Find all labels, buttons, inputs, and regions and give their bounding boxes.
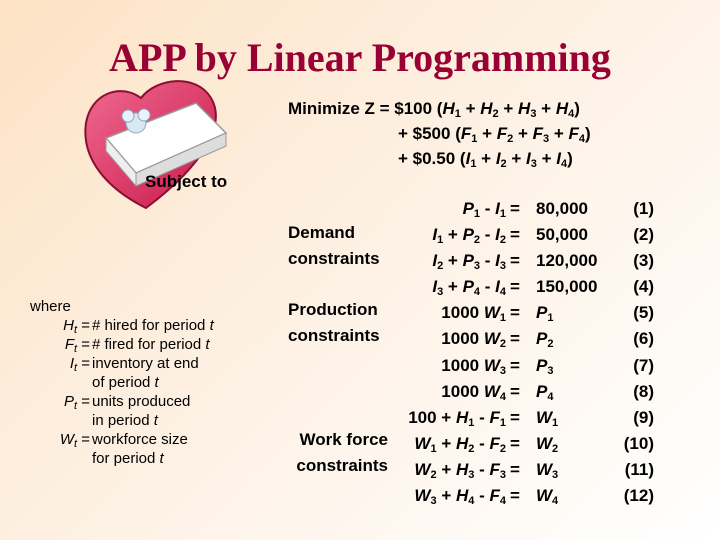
legend-row: in period t xyxy=(92,412,158,429)
constraint-lhs: 1000 $W_3$ xyxy=(441,355,506,377)
constraint-lhs: $I_1 + P_2 - I_2$ xyxy=(432,225,506,247)
constraint-rhs: = $P_1$ xyxy=(510,303,554,325)
constraint-number: (7) xyxy=(633,355,654,375)
constraint-lhs: $W_1 + H_2 - F_2$ xyxy=(414,433,506,455)
subject-to-label: Subject to xyxy=(145,172,228,191)
constraint-rhs: = 80,000 xyxy=(510,199,588,218)
constraint-number: (2) xyxy=(633,225,654,245)
constraints-rhs xyxy=(510,196,610,509)
constraint-number: (1) xyxy=(633,199,654,218)
constraint-rhs: = $P_3$ xyxy=(510,355,554,377)
legend-row: for period t xyxy=(92,450,164,467)
constraint-rhs: = 120,000 xyxy=(510,251,598,271)
constraint-number: (11) xyxy=(624,459,654,479)
constraint-number: (6) xyxy=(633,329,654,349)
constraint-lhs: $I_2 + P_3 - I_3$ xyxy=(432,251,506,273)
constraints-lhs xyxy=(390,196,506,509)
constraint-number: (3) xyxy=(633,251,654,271)
page-title: APP by Linear Programming xyxy=(109,35,611,80)
constraint-number: (12) xyxy=(623,486,654,506)
constraint-lhs: 1000 $W_4$ xyxy=(441,381,506,403)
constraint-rhs: = 50,000 xyxy=(510,225,588,245)
constraint-rhs: = $W_3$ xyxy=(510,459,559,481)
constraint-lhs: 1000 $W_2$ xyxy=(441,329,506,351)
constraint-number: (5) xyxy=(633,303,654,323)
constraint-number: (8) xyxy=(633,381,654,401)
constraint-rhs: = 150,000 xyxy=(510,277,598,297)
constraint-rhs: = $P_4$ xyxy=(510,381,554,403)
constraint-lhs: $I_3 + P_4 - I_4$ xyxy=(432,277,506,299)
constraint-lhs: $100 + H_1 - F_1$ xyxy=(408,407,506,429)
legend-row: $H_t$ = # hired for period t xyxy=(63,317,214,336)
constraint-number: (4) xyxy=(633,277,654,297)
constraint-lhs: 1000 $W_1$ xyxy=(441,303,506,325)
legend-row: $W_t$ = workforce size xyxy=(59,431,188,450)
constraint-lhs: $W_3 + H_4 - F_4$ xyxy=(414,486,506,508)
objective-line-2: + $500 $(F_1 + F_2 + F_3 + F_4)$ xyxy=(398,124,591,145)
legend-row: $F_t$ = # fired for period t xyxy=(64,336,210,355)
group-label-workforce: Work force constraints xyxy=(296,430,388,475)
objective-function xyxy=(288,96,591,171)
legend-row: $I_t$ = inventory at end xyxy=(69,355,199,374)
constraint-rhs: = $W_4$ xyxy=(510,486,559,508)
objective-line-3: + $0.50 $(I_1 + I_2 + I_3 + I_4)$ xyxy=(398,149,573,170)
group-label-demand: Demand constraints xyxy=(288,223,380,268)
constraint-rhs: = $W_1$ xyxy=(510,407,559,429)
heart-gift-box-illustration xyxy=(76,78,256,218)
constraints-numbers xyxy=(610,196,654,509)
constraint-rhs: = $P_2$ xyxy=(510,329,554,351)
legend-row: $P_t$ = units produced xyxy=(63,393,191,412)
legend-where: where xyxy=(30,298,71,315)
constraint-rhs: = $W_2$ xyxy=(510,433,559,455)
constraint-number: (9) xyxy=(633,407,654,427)
constraint-lhs: $W_2 + H_3 - F_3$ xyxy=(414,459,506,481)
legend-row: of period t xyxy=(92,374,159,391)
variable-legend xyxy=(30,297,214,468)
objective-line-1: Minimize Z = $100 $(H_1 + H_2 + H_3 + H_4)$ xyxy=(288,99,580,120)
group-label-production: Production constraints xyxy=(288,300,380,345)
constraint-lhs: $P_1 - I_1$ xyxy=(462,199,506,220)
constraint-number: (10) xyxy=(623,433,654,453)
